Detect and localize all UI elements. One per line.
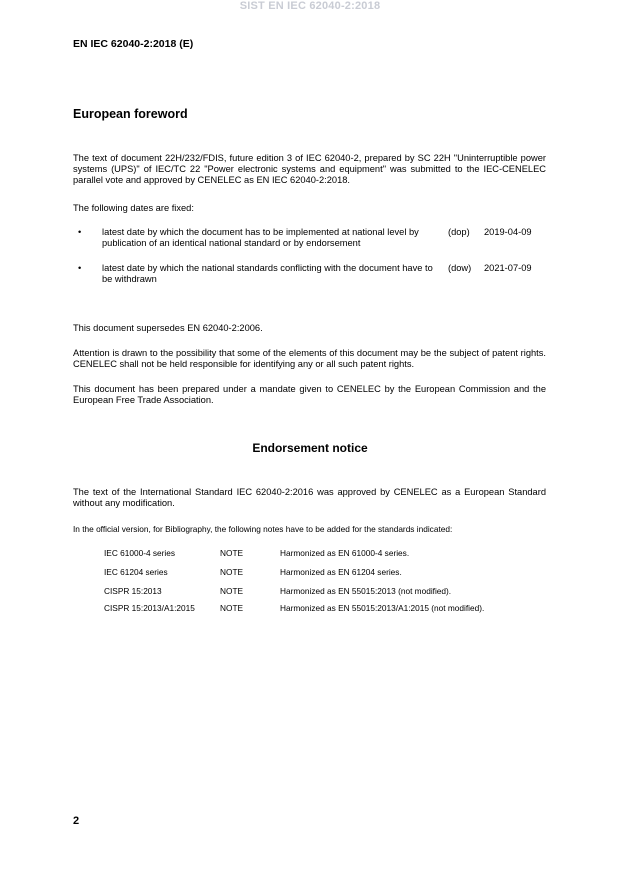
date-item-date: 2019-04-09 [484, 227, 532, 237]
bullet-icon: • [78, 263, 82, 273]
supersedes-note: This document supersedes EN 62040-2:2006. [73, 323, 263, 333]
note-standard: IEC 61204 series [104, 567, 168, 577]
note-text: Harmonized as EN 55015:2013/A1:2015 (not modified). [280, 603, 485, 613]
date-item-code: (dow) [448, 263, 472, 273]
note-text: Harmonized as EN 55015:2013 (not modified). [280, 586, 452, 596]
note-label: NOTE [220, 548, 244, 558]
note-label: NOTE [220, 603, 244, 613]
endorsement-text: The text of the International Standard IEC 62040-2:2016 was approved by CENELEC as a European Standard without any modification. [73, 487, 546, 508]
bullet-icon: • [78, 227, 82, 237]
note-label: NOTE [220, 586, 244, 596]
note-text: Harmonized as EN 61204 series. [280, 567, 402, 577]
date-item-date: 2021-07-09 [484, 263, 532, 273]
date-item-dop [78, 227, 548, 249]
note-standard: IEC 61000-4 series [104, 548, 176, 558]
foreword-heading: European foreword [73, 107, 188, 121]
patent-notice: Attention is drawn to the possibility that some of the elements of this document may be the subject of patent rights. CENELEC shall not be held responsible for identifying any or all such patent rights. [73, 348, 546, 369]
endorsement-heading: Endorsement notice [252, 441, 368, 455]
note-text: Harmonized as EN 61000-4 series. [280, 548, 410, 558]
mandate-notice: This document has been prepared under a mandate given to CENELEC by the European Commission and the European Free Trade Association. [73, 384, 546, 405]
date-item-code: (dop) [448, 227, 470, 237]
note-standard: CISPR 15:2013 [104, 586, 162, 596]
date-item-dow [78, 263, 548, 285]
note-standard: CISPR 15:2013/A1:2015 [104, 603, 195, 613]
bibliography-intro: In the official version, for Bibliography, the following notes have to be added for the standards indicated: [73, 524, 453, 534]
dates-intro: The following dates are fixed: [73, 203, 194, 213]
watermark: SIST EN IEC 62040-2:2018 [239, 0, 381, 12]
document-identifier: EN IEC 62040-2:2018 (E) [73, 38, 194, 50]
note-label: NOTE [220, 567, 244, 577]
date-item-text: latest date by which the national standards conflicting with the document have to be withdrawn [102, 263, 433, 284]
date-item-text: latest date by which the document has to be implemented at national level by publication of an identical national standard or by endorsement [102, 227, 419, 248]
foreword-intro: The text of document 22H/232/FDIS, future edition 3 of IEC 62040-2, prepared by SC 22H "Uninterruptible power systems (UPS)" of IEC/TC 22 "Power electronic systems and equipment" was submitted to the IEC-CENELEC parallel vote and approved by CENELEC as EN IEC 62040-2:2018. [73, 153, 546, 185]
page-number: 2 [73, 815, 80, 827]
